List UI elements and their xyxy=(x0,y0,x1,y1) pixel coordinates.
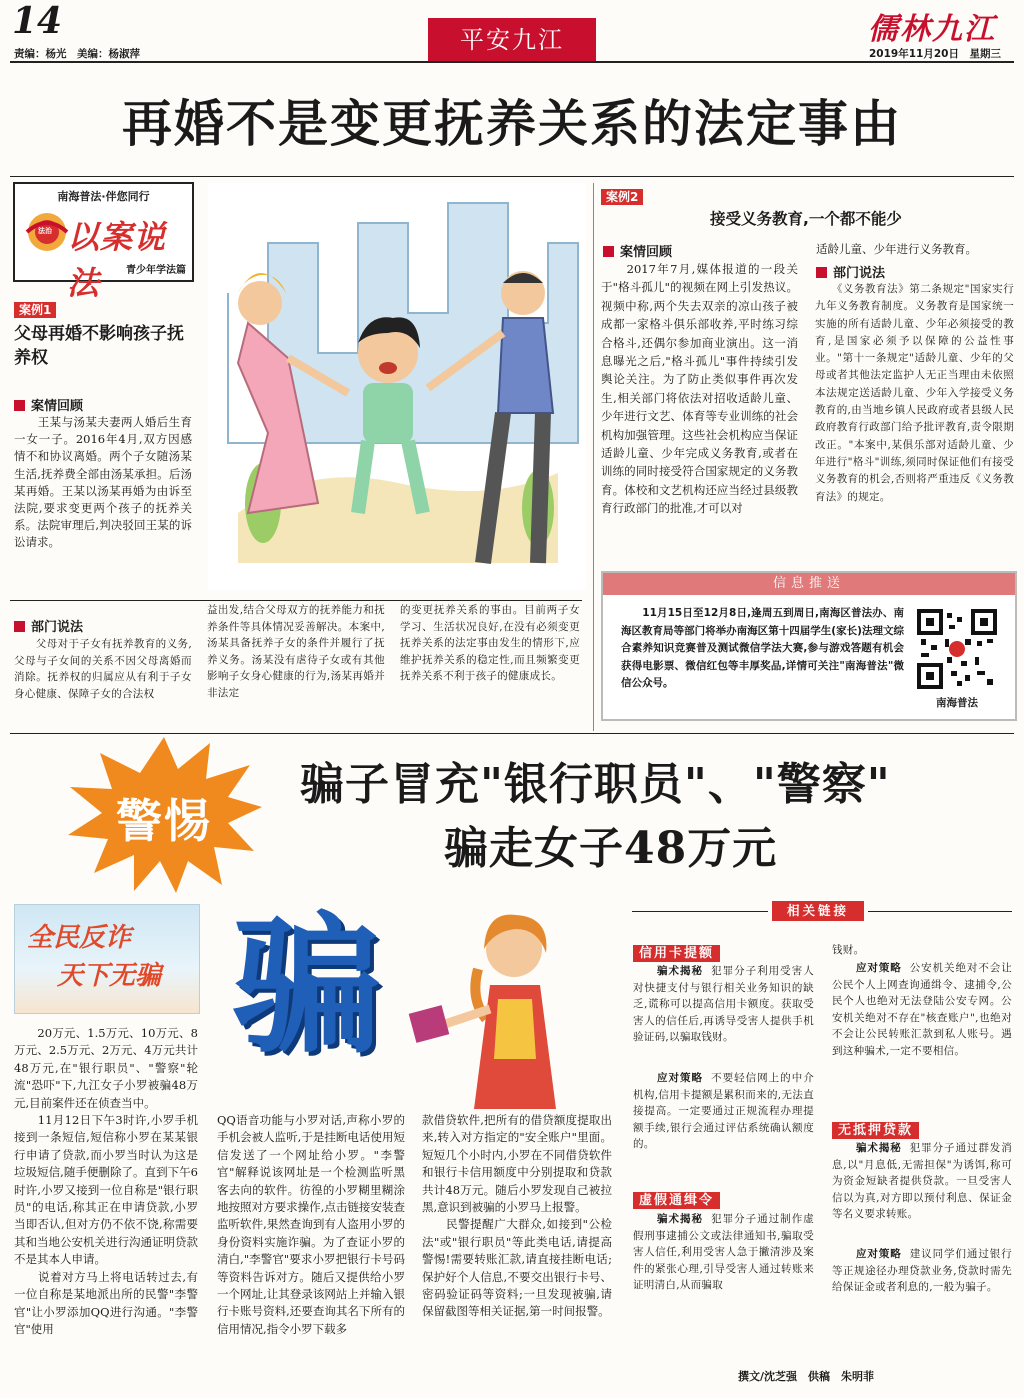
case1-tag-wrap xyxy=(14,299,56,318)
info-push-title: 信息推送 xyxy=(603,573,1015,595)
anti-fraud-line2: 天下无骗 xyxy=(57,961,162,991)
related-item2-tag-wrap xyxy=(633,1189,720,1208)
alert-headline-line1: 骗子冒充"银行职员"、"警察" xyxy=(300,759,891,810)
related-item3-strategy-text: 建议同学们通过银行等正规途径办理贷款业务,贷款时需先给保证金或者利息的,一般为骗子。 xyxy=(832,1248,1012,1294)
related-item1-tag: 信用卡提额 xyxy=(633,945,720,962)
case2-review-text: 2017年7月,媒体报道的一段关于"格斗孤儿"的视频在网上引发热议。视频中称,两个失去双亲的凉山孩子被成都一家格斗俱乐部收养,平时练习综合格斗,还偶尔参加商业演出。这一消息曝光之后,"格斗孤儿"事件持续引发舆论关注。为了防止类似事件再次发生,相关部门将依法对招收适龄儿童、少年进行文艺、体育等专业训练的社会机构加强管理。这些社会机构应当保证适龄儿童、少年完成义务教育,或者在训练的同时接受符合国家规定的义务教育。体校和文艺机构还应当经过县级教育行政部门的批准,才可以对 xyxy=(601,262,798,516)
issue-date: 2019年11月20日 星期三 xyxy=(869,48,1001,60)
related-rule-left xyxy=(632,911,768,912)
logo-badge-text: 法治 xyxy=(38,227,52,235)
related-item2-strategy-label: 应对策略 xyxy=(856,962,902,974)
alert-burst xyxy=(64,735,264,895)
byline: 撰文/沈芝强 供稿 朱明菲 xyxy=(738,1370,875,1383)
right-column-divider xyxy=(593,183,594,731)
anti-fraud-line1: 全民反诈 xyxy=(27,923,132,953)
main-headline: 再婚不是变更抚养关系的法定事由 xyxy=(122,94,902,153)
square-bullet-icon xyxy=(603,246,614,257)
column-bottom-text: 青少年学法篇 xyxy=(126,265,186,276)
case1-dept-col2: 益出发,结合父母双方的抚养能力和抚养条件等具体情况妥善解决。本案中,汤某具备抚养子女的条件并履行了抚养义务。汤某没有虐待子女或有其他影响子女身心健康的行为,汤某再婚并非法定 xyxy=(207,604,385,699)
related-item1-tactic xyxy=(633,963,814,1046)
related-title: 相关链接 xyxy=(772,901,864,921)
case1-divider xyxy=(10,600,582,601)
info-push-box xyxy=(601,571,1017,721)
related-rule-right xyxy=(868,911,1012,912)
paper-name: 儒林九江 xyxy=(868,12,996,47)
related-item3-tactic-text: 犯罪分子通过群发消息,以"月息低,无需担保"为诱饵,称可为资金短缺者提供贷款。一旦受害人信以为真,对方即以预付利息、保证金等名义要求转账。 xyxy=(832,1142,1012,1221)
related-item2-tactic-label: 骗术揭秘 xyxy=(657,1213,704,1225)
fraud-story-col2: QQ语音功能与小罗对话,声称小罗的手机会被人监听,于是挂断电话使用短信发送了一个网址给小罗。"李警官"解释说该网址是一个检测监听黑客去向的软件。彷徨的小罗糊里糊涂地按照对方要求操作,点击链接安装查监听软件,果然查询到有人盗用小罗的身份资料实施诈骗。为了查证小罗的清白,"李警官"要求小罗把银行卡号码等资料告诉对方。随后又提供给小罗一个网址,让其登录该网站上并输入银行卡账号资料,还要查询其名下所有的信用情况,指令小罗下载多 xyxy=(217,1113,405,1336)
column-logo-box xyxy=(13,182,194,302)
related-item3-strategy xyxy=(832,1246,1012,1296)
square-bullet-icon xyxy=(816,267,827,278)
info-push-text: 11月15日至12月8日,逢周五到周日,南海区普法办、南海区教育局等部门将举办南海区第十四届学生(家长)法理文综合素养知识竞赛普及测试微信学法大赛,参与游戏答题有机会获得电影票、微信红包等丰厚奖品,详情可关注"南海普法"微信公众号。 xyxy=(621,607,904,690)
case2-review-heading-text: 案情回顾 xyxy=(620,245,673,260)
related-item1-tag-wrap xyxy=(633,942,720,961)
fraud-art-text: 骗 xyxy=(232,900,383,1074)
anti-fraud-banner xyxy=(14,904,200,1014)
related-item2-tactic xyxy=(633,1211,814,1294)
custody-illustration xyxy=(208,183,586,590)
square-bullet-icon xyxy=(14,400,25,411)
case2-right-intro: 适龄儿童、少年进行义务教育。 xyxy=(816,242,977,256)
case1-tag: 案例1 xyxy=(14,302,56,318)
case2-dept-text: 《义务教育法》第二条规定"国家实行九年义务教育制度。义务教育是国家统一实施的所有适龄儿童、少年必须接受的教育,是国家必须予以保障的公益性事业。"第十一条规定"适龄儿童、少年的父母或者其他法定监护人无正当理由未依照本法规定送适龄儿童、少年入学接受义务教育的,由当地乡镇人民政府或者县级人民政府教育行政部门给予批评教育,责令限期改正。"本案中,某俱乐部对适龄儿童、少年进行"格斗"训练,须同时保证他们有接受义务教育的机会,否则将严重违反《义务教育法》的规定。 xyxy=(815,283,1014,503)
editors-credit: 责编：杨光 美编：杨淑萍 xyxy=(14,48,140,60)
alert-burst-text: 警惕 xyxy=(116,794,212,848)
case2-review-heading xyxy=(603,241,672,260)
case2-tag: 案例2 xyxy=(601,189,643,205)
page-number: 14 xyxy=(12,0,63,42)
related-item2-strategy xyxy=(832,960,1012,1060)
related-item2-tag: 虚假通缉令 xyxy=(633,1192,720,1209)
qr-caption: 南海普法 xyxy=(936,697,978,709)
case1-dept-col1: 父母对于子女有抚养教育的义务,父母与子女间的关系不因父母离婚而消除。抚养权的归属应从有利于子女身心健康、保障子女的合法权 xyxy=(14,638,192,700)
case2-title: 接受义务教育,一个都不能少 xyxy=(710,210,902,228)
related-item1-tactic-text: 犯罪分子利用受害人对快捷支付与银行相关业务知识的缺乏,谎称可以提高信用卡额度。获取受害人的信任后,再诱导受害人提供手机验证码,以骗取钱财。 xyxy=(633,965,815,1044)
header-rule xyxy=(10,61,1014,63)
case1-dept-heading xyxy=(14,616,83,635)
related-item2-strategy-text: 公安机关绝对不会让公民个人上网查询通缉令、逮捕令,公民个人也绝对无法登陆公安专网。公安机关绝对不存在"核查账户",也绝对不会让公民转账汇款到私人账号。遇到这种骗术,一定不要相信。 xyxy=(832,962,1012,1057)
case1-dept-heading-text: 部门说法 xyxy=(31,620,84,635)
related-item3-tag-wrap xyxy=(832,1119,919,1138)
related-item1-strategy-label: 应对策略 xyxy=(657,1072,704,1084)
alert-headline-line2: 骗走女子48万元 xyxy=(444,823,778,874)
logo-title: 以案说法 xyxy=(67,218,167,302)
section-banner: 平安九江 xyxy=(428,18,596,62)
mid-page-rule xyxy=(10,733,1014,734)
fraud-story-col3: 款借贷软件,把所有的借贷额度提取出来,转入对方指定的"安全账户"里面。短短几个小时内,小罗在不同借贷软件和银行卡信用额度中分别提取和贷款共计48万元。随后小罗发现自己被拉黑,意识到被骗的小罗马上报警。 民警提醒广大群众,如接到"公检法"或"银行职员"等此类电话,请提高警惕!需要转账汇款,请直接挂断电话;保护好个人信息,不要交出银行卡号、密码验证码等资料;一旦发现被骗,请保留截图等相关证据,第一时间报警。 xyxy=(422,1113,612,1319)
related-item3-strategy-label: 应对策略 xyxy=(856,1248,902,1260)
case1-review-heading xyxy=(14,395,83,414)
case1-title: 父母再婚不影响孩子抚养权 xyxy=(14,324,184,368)
related-item3-tag: 无抵押贷款 xyxy=(832,1122,919,1139)
square-bullet-icon xyxy=(14,621,25,632)
related-item2-right-intro: 钱财。 xyxy=(832,944,865,956)
qr-code-icon[interactable] xyxy=(917,609,997,689)
case1-dept-col3: 的变更抚养关系的事由。目前两子女学习、生活状况良好,在没有必须变更抚养关系的法定事由发生的情形下,应维护抚养关系的稳定性,而且频繁变更抚养关系不利于孩子的健康成长。 xyxy=(400,604,580,683)
related-item1-strategy xyxy=(633,1070,814,1153)
case1-review-text: 王某与汤某夫妻两人婚后生育一女一子。2016年4月,双方因感情不和协议离婚。两个子女随汤某生活,抚养费全部由汤某承担。后汤某再婚。王某以汤某再婚为由诉至法院,要求变更两个孩子的抚养关系。法院审理后,判决驳回王某的诉讼请求。 xyxy=(14,415,192,550)
case2-dept-heading-text: 部门说法 xyxy=(833,266,886,281)
case1-review-heading-text: 案情回顾 xyxy=(31,399,84,414)
related-item1-tactic-label: 骗术揭秘 xyxy=(657,965,704,977)
related-item3-tactic xyxy=(832,1140,1012,1223)
headline-rule xyxy=(10,176,1014,177)
related-item3-tactic-label: 骗术揭秘 xyxy=(856,1142,902,1154)
fraud-illustration xyxy=(214,889,604,1111)
related-item1-strategy-text: 不要轻信网上的中介机构,信用卡提额是累积而来的,无法直接提高。一定要通过正规流程办理提额手续,银行会通过评估系统确认额度的。 xyxy=(633,1072,815,1151)
related-item2-tactic-text: 犯罪分子通过制作虚假刑事逮捕公文或法律通知书,骗取受害人信任,利用受害人急于撇清涉及案件的紧张心理,引导受害人通过转账来证明清白,从而骗取 xyxy=(633,1213,815,1292)
column-top-text: 南海普法·伴您同行 xyxy=(57,190,150,203)
case2-dept-heading xyxy=(816,262,885,281)
fraud-story-col1: 20万元、1.5万元、10万元、8万元、2.5万元、2万元、4万元共计48万元,在"银行职员"、"警察"轮流"恐吓"下,九江女子小罗被骗48万元,目前案件还在侦查当中。 11月12日下午3时许,小罗手机接到一条短信,短信称小罗在某某银行申请了贷款,而小罗当时认为这是垃圾短信,随手便删除了。直到下午6时许,小罗又接到一位自称是"银行职员"的电话,称其正在申请贷款,小罗当即否认,但对方仍不依不饶,称需要其和当地公安机关进行沟通证明贷款不是其本人申请。 说着对方马上将电话转过去,有一位自称是某地派出所的民警"李警官"让小罗添加QQ进行沟通。"李警官"使用 xyxy=(14,1026,198,1336)
case2-tag-wrap xyxy=(601,186,643,205)
